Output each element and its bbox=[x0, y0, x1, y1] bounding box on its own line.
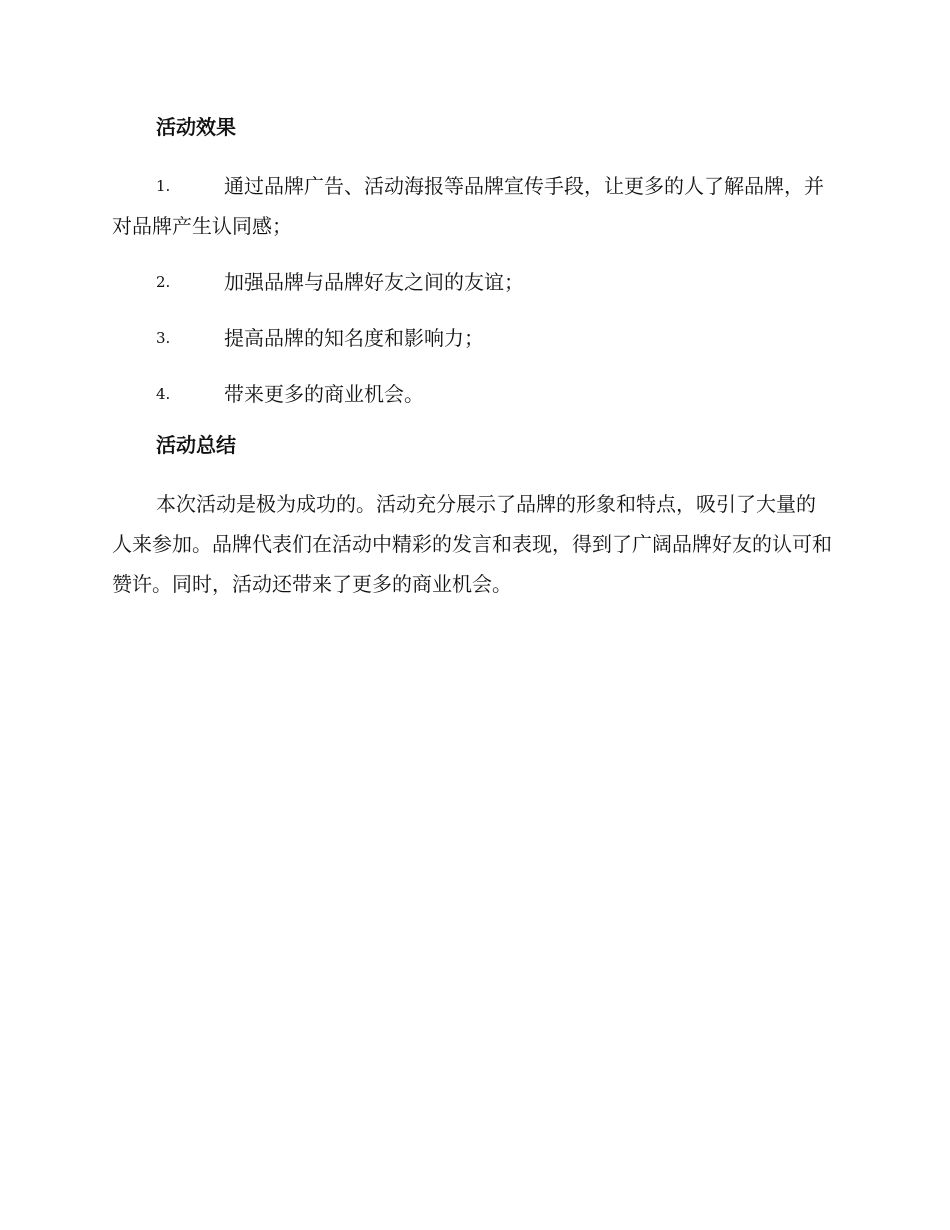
list-item-text: 加强品牌与品牌好友之间的友谊； bbox=[224, 270, 524, 294]
document-content bbox=[112, 112, 832, 604]
list-item bbox=[112, 262, 832, 302]
list-item-number: 4. bbox=[156, 385, 171, 403]
list-item-number: 2. bbox=[156, 273, 171, 291]
list-item bbox=[112, 166, 832, 246]
list-item-text: 带来更多的商业机会。 bbox=[224, 382, 424, 406]
section-heading-effects: 活动效果 bbox=[156, 115, 236, 139]
list-item-text: 通过品牌广告、活动海报等品牌宣传手段，让更多的人了解品牌，并对品牌产生认同感； bbox=[112, 174, 824, 238]
list-item-number: 3. bbox=[156, 329, 171, 347]
list-item-text: 提高品牌的知名度和影响力； bbox=[224, 326, 484, 350]
list-item-number: 1. bbox=[156, 177, 171, 195]
section-heading-summary: 活动总结 bbox=[156, 433, 236, 457]
summary-paragraph: 本次活动是极为成功的。活动充分展示了品牌的形象和特点，吸引了大量的人来参加。品牌代表们在活动中精彩的发言和表现，得到了广阔品牌好友的认可和赞许。同时，活动还带来了更多的商业机会。 bbox=[112, 492, 832, 596]
list-item bbox=[112, 374, 832, 414]
list-item bbox=[112, 318, 832, 358]
